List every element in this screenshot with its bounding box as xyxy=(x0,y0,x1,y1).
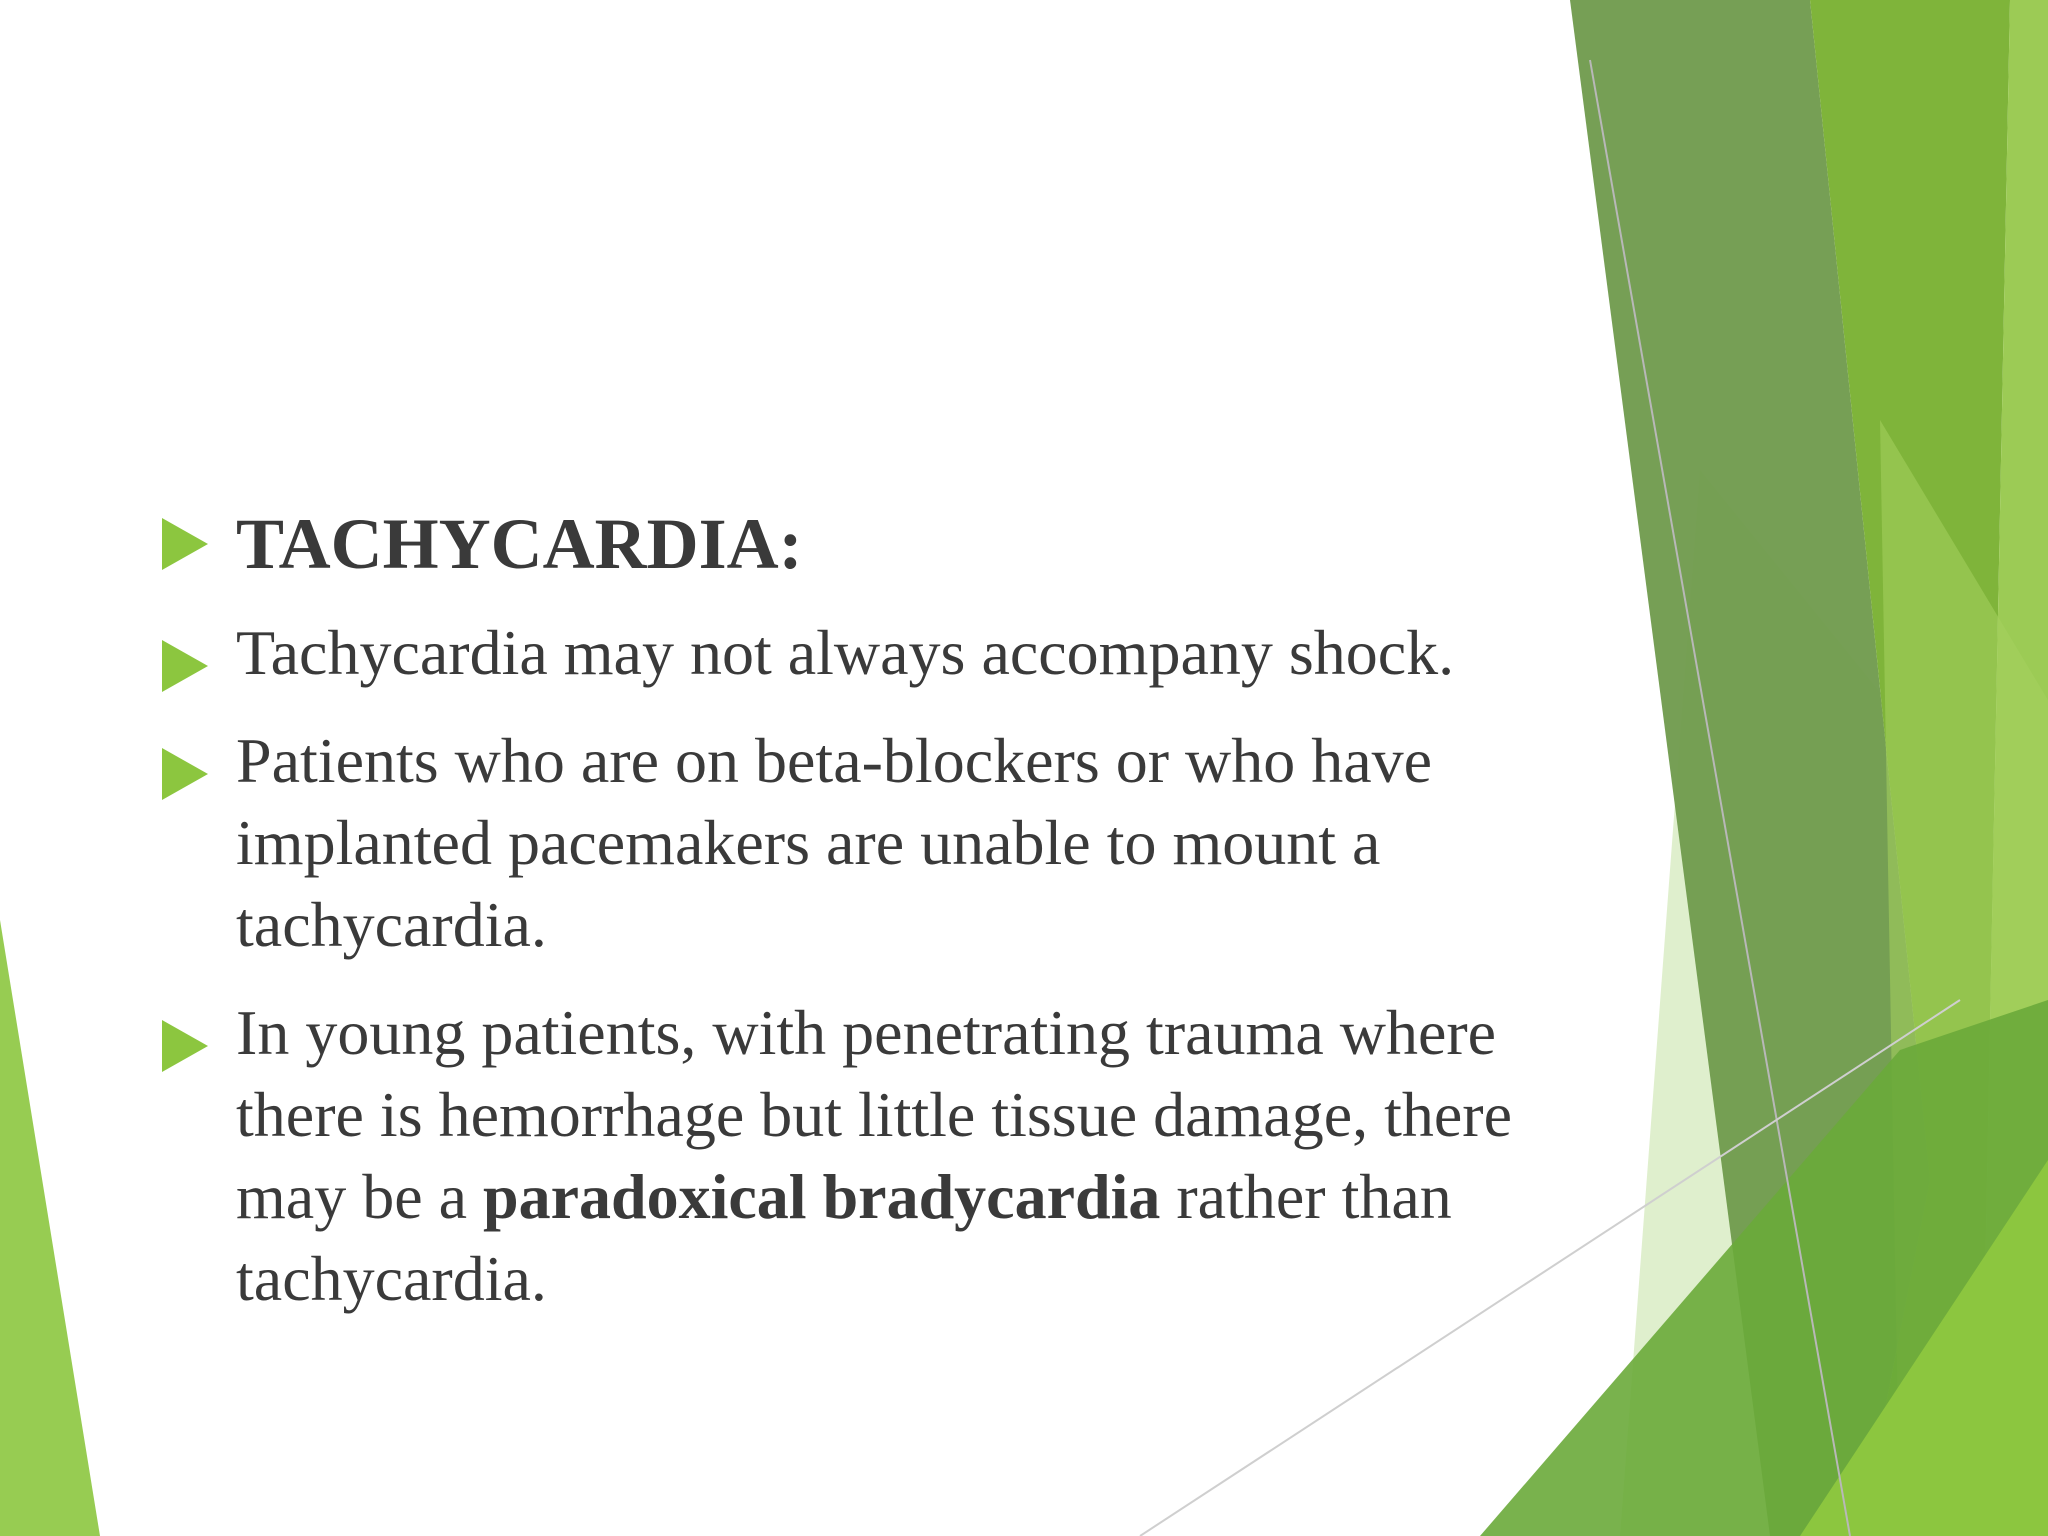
triangle-bullet-icon xyxy=(162,518,208,570)
bullet-item xyxy=(158,612,1588,694)
triangle-bullet-icon xyxy=(162,640,208,692)
slide-content xyxy=(158,498,1588,1320)
left-green-sliver xyxy=(0,920,100,1536)
bullet-text-part: rather than tachycardia. xyxy=(236,1161,1452,1314)
bullet-text-part: In young patients, with penetrating trauma where there is hemorrhage but little tissue damage, there may be a xyxy=(236,997,1512,1232)
bullet-text: Tachycardia may not always accompany shock. xyxy=(236,617,1455,688)
bullet-item xyxy=(158,720,1588,966)
bullet-bold-term: paradoxical bradycardia xyxy=(483,1161,1161,1232)
triangle-bullet-icon xyxy=(162,748,208,800)
bullet-item xyxy=(158,992,1588,1320)
bullet-text: Patients who are on beta-blockers or who have implanted pacemakers are unable to mount a tachycardia. xyxy=(236,725,1433,960)
slide-title: TACHYCARDIA: xyxy=(236,504,803,584)
bullet-title xyxy=(158,498,1588,590)
triangle-bullet-icon xyxy=(162,1020,208,1072)
